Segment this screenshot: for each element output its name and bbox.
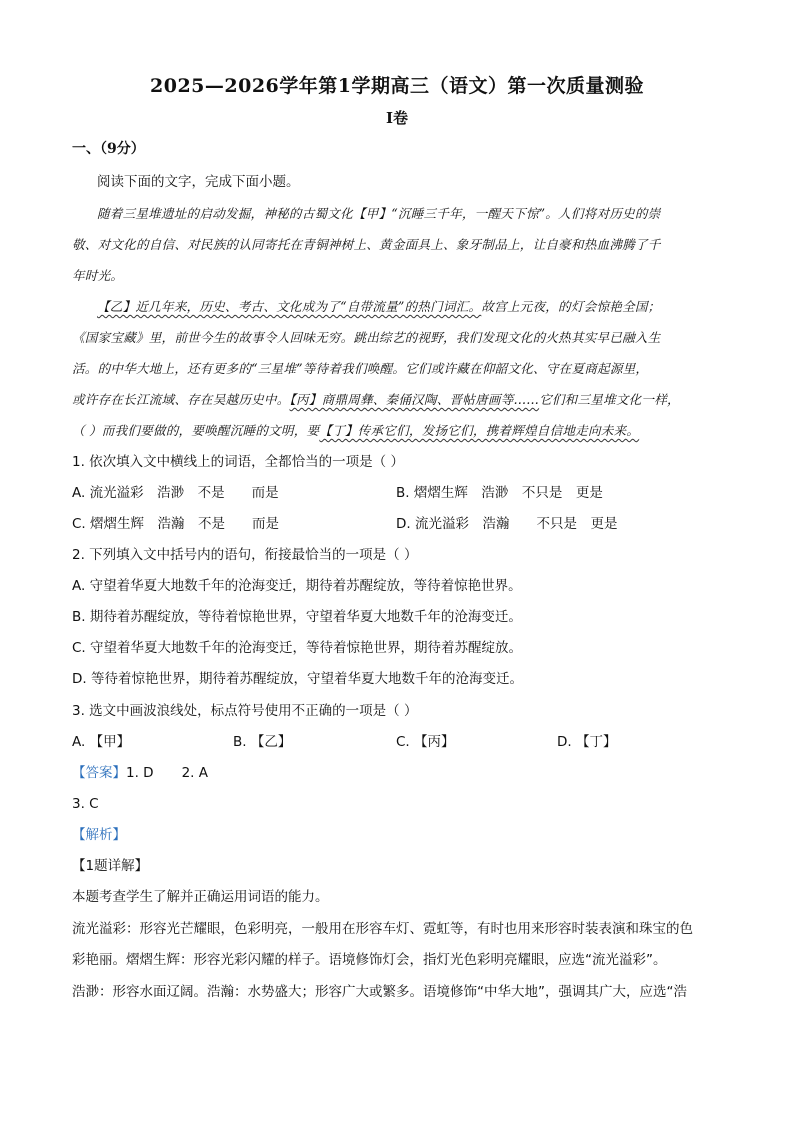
passage-line: 活。的中华大地上，还有更多的“三星堆”等待着我们唤醒。它们或许藏在仰韶文化、守在夏商起源里， [72,361,649,376]
answer-value: 3. C [72,796,99,812]
section-heading: 一、（9分） [72,141,145,157]
page-title: 2025—2026学年第1学期高三（语文）第一次质量测验 [150,75,644,97]
answer-tag: 【答案】 [72,765,126,781]
question-option: B. 熠熠生辉 浩渺 不只是 更是 [396,485,603,501]
question-option: C. 守望着华夏大地数千年的沧海变迁，等待着惊艳世界，期待着苏醒绽放。 [72,640,523,656]
question-option: C. 熠熠生辉 浩瀚 不是 而是 [72,516,280,532]
answer-line [72,764,208,782]
question-option: B. 【乙】 [233,734,292,750]
question-option: A. 流光溢彩 浩渺 不是 而是 [72,485,279,501]
passage-text: 它们和三星堆文化一样， [539,392,680,407]
volume-label: I卷 [385,109,409,127]
passage-text: 故宫上元夜，的灯会惊艳全国； [481,299,661,314]
wavy-underlined-text: 【乙】近几年来，历史、考古、文化成为了“自带流量”的热门词汇。 [97,299,482,314]
wavy-underlined-text: 【丁】传承它们，发扬它们，携着辉煌自信地走向未来。 [319,423,640,438]
analysis-subheading: 【1题详解】 [72,858,149,874]
passage-text: 或许存在长江流域、存在吴越历史中。 [72,392,290,407]
question-option: B. 期待着苏醒绽放，等待着惊艳世界，守望着华夏大地数千年的沧海变迁。 [72,609,522,625]
passage-line: 《国家宝藏》里，前世今生的故事令人回味无穷。跳出综艺的视野，我们发现文化的火热其实早已融入生 [72,330,661,345]
analysis-line: 彩艳丽。熠熠生辉：形容光彩闪耀的样子。语境修饰灯会，指灯光色彩明亮耀眼，应选“流光溢彩”。 [72,952,667,968]
question-option: A. 守望着华夏大地数千年的沧海变迁，期待着苏醒绽放，等待着惊艳世界。 [72,578,522,594]
analysis-tag: 【解析】 [72,827,126,843]
question-option: D. 流光溢彩 浩瀚 不只是 更是 [396,516,618,532]
instruction-text: 阅读下面的文字，完成下面小题。 [97,174,300,190]
question-option: D. 等待着惊艳世界，期待着苏醒绽放，守望着华夏大地数千年的沧海变迁。 [72,671,523,687]
question-option: C. 【丙】 [396,734,455,750]
question-stem: 3. 选文中画波浪线处，标点符号使用不正确的一项是（ ） [72,703,418,719]
analysis-line: 本题考查学生了解并正确运用词语的能力。 [72,889,329,905]
question-stem: 1. 依次填入文中横线上的词语，全都恰当的一项是（ ） [72,454,404,470]
question-option: D. 【丁】 [557,734,617,750]
wavy-underlined-text: 【丙】商鼎周彝、秦俑汉陶、晋帖唐画等…… [289,392,540,407]
passage-text: （ ）而我们要做的，要唤醒沉睡的文明，要 [72,423,320,438]
question-option: A. 【甲】 [72,734,131,750]
answer-value: 1. D [126,765,154,781]
analysis-line: 流光溢彩：形容光芒耀眼，色彩明亮，一般用在形容车灯、霓虹等，有时也用来形容时装表演和珠宝的色 [72,921,693,937]
passage-line: 敬、对文化的自信、对民族的认同寄托在青铜神树上、黄金面具上、象牙制品上，让自豪和热血沸腾了千 [72,237,661,252]
passage-line [72,422,639,440]
analysis-line: 浩渺：形容水面辽阔。浩瀚：水势盛大；形容广大或繁多。语境修饰“中华大地”，强调其广大，应选“浩 [72,984,687,1000]
passage-line: 随着三星堆遗址的启动发掘，神秘的古蜀文化【甲】“沉睡三千年，一醒天下惊”。人们将对历史的崇 [97,206,661,221]
passage-line [97,298,660,316]
question-stem: 2. 下列填入文中括号内的语句，衔接最恰当的一项是（ ） [72,547,418,563]
answer-value: 2. A [181,765,208,781]
passage-line: 年时光。 [72,268,124,283]
passage-line [72,391,680,409]
